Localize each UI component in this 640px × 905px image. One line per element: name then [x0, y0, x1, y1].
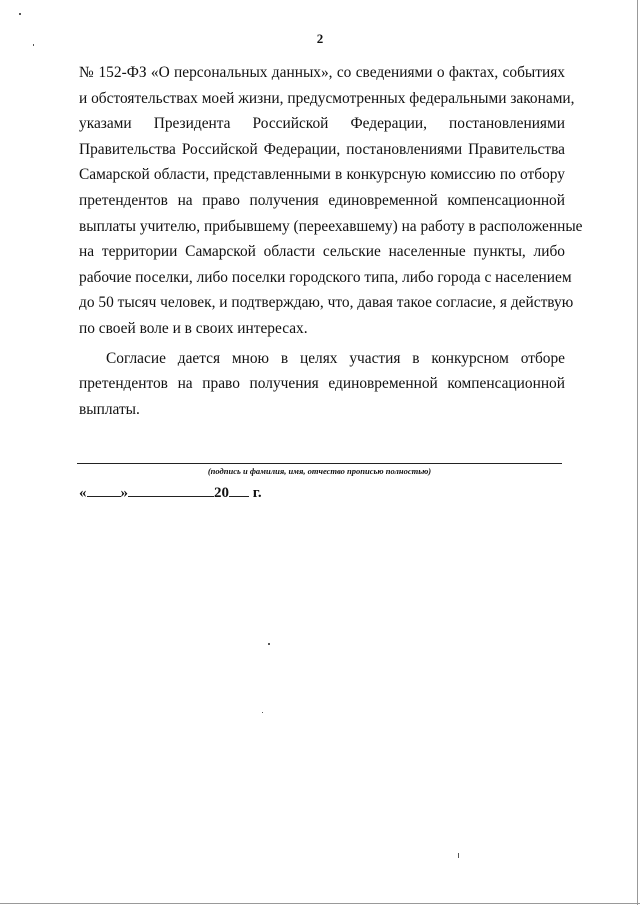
- text-line: № 152-ФЗ «О персональных данных», со сведениями о фактах, событиях: [79, 64, 565, 81]
- date-century: 20: [214, 485, 229, 501]
- text-line: претендентов на право получения единовременной компенсационной: [79, 191, 565, 209]
- scan-speck: [262, 712, 263, 713]
- scan-edge-right: [637, 0, 638, 905]
- text-line: до 50 тысяч человек, и подтверждаю, что, давая такое согласие, я действую: [79, 294, 574, 312]
- scan-speck: [458, 853, 459, 858]
- text-line: претендентов на право получения единовременной компенсационной: [79, 375, 565, 393]
- text-line: выплаты учителю, прибывшему (переехавшему) на работу в расположенные: [79, 217, 583, 235]
- text-line: на территории Самарской области сельские населенные пункты, либо: [79, 243, 565, 261]
- date-field: [79, 484, 262, 502]
- scan-edge-bottom: [0, 903, 640, 904]
- signature-caption: (подпись и фамилия, имя, отчество прописью полностью): [207, 466, 432, 476]
- text-line: Правительства Российской Федерации, постановлениями Правительства: [79, 140, 565, 158]
- text-line: Согласие дается мною в целях участия в конкурсном отборе: [106, 349, 565, 367]
- body-text: [79, 60, 583, 422]
- date-day-blank: [87, 484, 121, 497]
- scan-speck: [19, 13, 21, 15]
- date-month-blank: [128, 484, 214, 497]
- paragraph-consent-purpose: [79, 346, 565, 423]
- date-year-suffix: г.: [252, 485, 262, 501]
- date-open-quote: «: [79, 485, 87, 501]
- scan-speck: [33, 44, 34, 46]
- text-line: Самарской области, представленными в конкурсную комиссию по отбору: [79, 166, 565, 184]
- scan-speck: [268, 643, 270, 645]
- date-year-blank: [229, 484, 249, 497]
- paragraph-personal-data-consent: [79, 60, 583, 342]
- page-number: 2: [316, 31, 324, 46]
- text-line: и обстоятельствах моей жизни, предусмотренных федеральными законами,: [79, 89, 575, 107]
- text-line: рабочие поселки, либо поселки городского типа, либо города с населением: [79, 268, 572, 286]
- date-close-quote: »: [120, 485, 128, 501]
- signature-line: [77, 463, 562, 464]
- text-line: выплаты.: [79, 400, 140, 418]
- text-line: по своей воле и в своих интересах.: [79, 319, 308, 337]
- text-line: указами Президента Российской Федерации, постановлениями: [79, 115, 565, 133]
